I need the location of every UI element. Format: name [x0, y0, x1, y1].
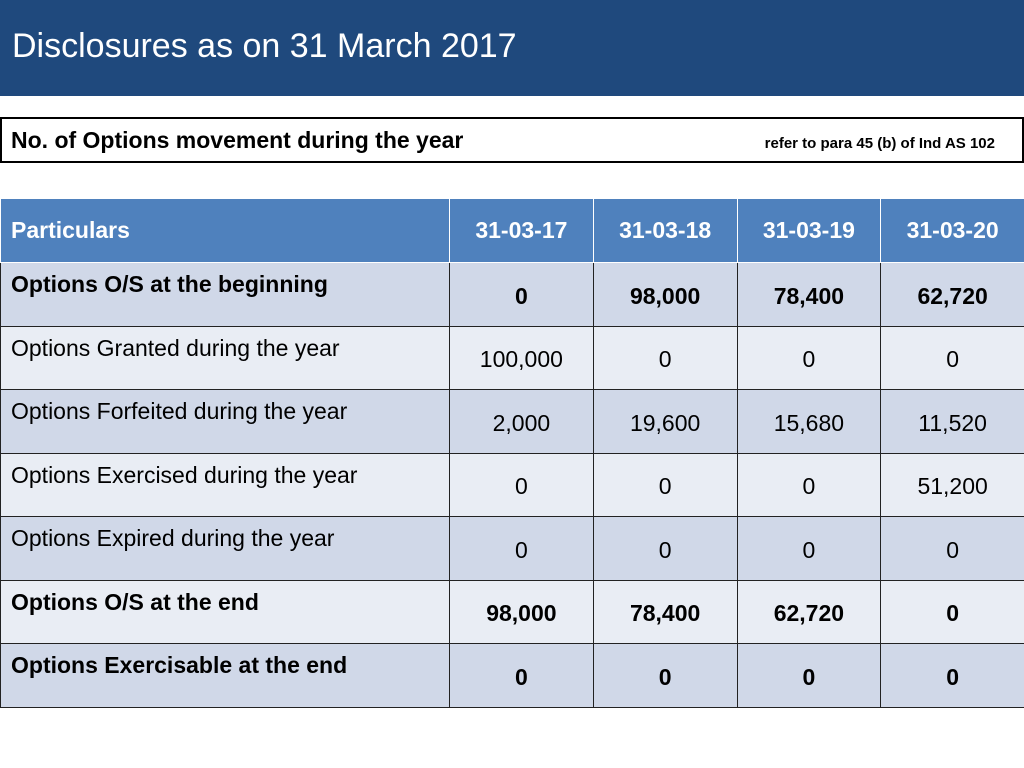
cell-value: 11,520 [881, 390, 1024, 454]
table-header-row [1, 199, 1024, 263]
cell-value: 0 [881, 580, 1024, 644]
cell-value: 0 [450, 263, 594, 327]
column-header-31-03-20: 31-03-20 [881, 199, 1024, 263]
cell-value: 0 [450, 517, 594, 581]
row-label: Options Exercised during the year [1, 453, 450, 517]
table-row-options-expired [1, 517, 1024, 581]
options-movement-table [0, 198, 1024, 708]
table-row-options-exercised [1, 453, 1024, 517]
cell-value: 0 [593, 644, 737, 708]
row-label: Options O/S at the beginning [1, 263, 450, 327]
cell-value: 2,000 [450, 390, 594, 454]
table-row-options-os-beginning [1, 263, 1024, 327]
cell-value: 98,000 [593, 263, 737, 327]
table-row-options-os-end [1, 580, 1024, 644]
cell-value: 78,400 [737, 263, 881, 327]
table-row-options-granted [1, 326, 1024, 390]
row-label: Options Expired during the year [1, 517, 450, 581]
cell-value: 0 [450, 644, 594, 708]
cell-value: 19,600 [593, 390, 737, 454]
cell-value: 62,720 [881, 263, 1024, 327]
column-header-particulars: Particulars [1, 199, 450, 263]
cell-value: 0 [881, 517, 1024, 581]
cell-value: 0 [737, 453, 881, 517]
column-header-31-03-17: 31-03-17 [450, 199, 594, 263]
section-title: No. of Options movement during the year [11, 127, 464, 153]
table-row-options-exercisable-end [1, 644, 1024, 708]
row-label: Options Granted during the year [1, 326, 450, 390]
section-header [0, 117, 1024, 163]
title-bar [0, 0, 1024, 96]
cell-value: 15,680 [737, 390, 881, 454]
cell-value: 100,000 [450, 326, 594, 390]
row-label: Options Exercisable at the end [1, 644, 450, 708]
row-label: Options O/S at the end [1, 580, 450, 644]
cell-value: 0 [737, 326, 881, 390]
page-title: Disclosures as on 31 March 2017 [12, 27, 517, 65]
cell-value: 51,200 [881, 453, 1024, 517]
row-label: Options Forfeited during the year [1, 390, 450, 454]
cell-value: 0 [593, 326, 737, 390]
table-row-options-forfeited [1, 390, 1024, 454]
cell-value: 0 [450, 453, 594, 517]
cell-value: 0 [737, 644, 881, 708]
column-header-31-03-18: 31-03-18 [593, 199, 737, 263]
cell-value: 62,720 [737, 580, 881, 644]
cell-value: 0 [881, 644, 1024, 708]
section-reference: refer to para 45 (b) of Ind AS 102 [764, 135, 995, 152]
cell-value: 0 [881, 326, 1024, 390]
cell-value: 78,400 [593, 580, 737, 644]
cell-value: 98,000 [450, 580, 594, 644]
cell-value: 0 [593, 517, 737, 581]
cell-value: 0 [593, 453, 737, 517]
column-header-31-03-19: 31-03-19 [737, 199, 881, 263]
cell-value: 0 [737, 517, 881, 581]
